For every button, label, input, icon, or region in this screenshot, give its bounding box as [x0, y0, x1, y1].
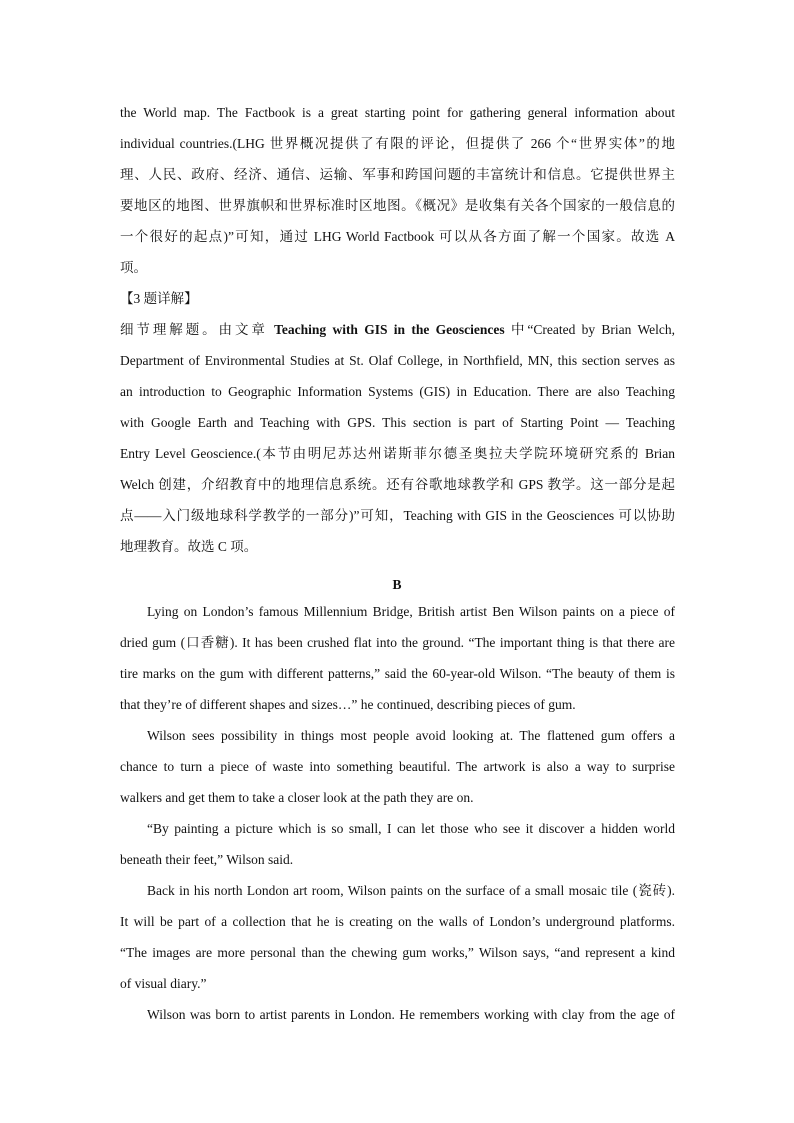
text-line: Department of Environmental Studies at St. Olaf College, in Northfield, MN, this section serves as [120, 353, 675, 368]
text-line: 项。 [120, 260, 147, 275]
text-line: chance to turn a piece of waste into something beautiful. The artwork is also a way to surprise [120, 759, 675, 774]
text-line: 一个很好的起点)”可知，通过 LHG World Factbook 可以从各方面了解一个国家。故选 A [120, 229, 675, 244]
question-3-explanation [120, 283, 675, 562]
article-title: Teaching with GIS in the Geosciences [274, 322, 505, 337]
text-line: tire marks on the gum with different patterns,” said the 60-year-old Wilson. “The beauty of them is [120, 666, 675, 681]
text-line: Wilson sees possibility in things most people avoid looking at. The flattened gum offers a [147, 728, 675, 743]
text-line: with Google Earth and Teaching with GPS. This section is part of Starting Point — Teaching [120, 415, 675, 430]
answer-explanation-continued [120, 97, 675, 283]
text-line: Wilson was born to artist parents in London. He remembers working with clay from the age of [147, 1007, 675, 1022]
question-heading: 【3 题详解】 [120, 291, 198, 306]
text-line: the World map. The Factbook is a great starting point for gathering general information about [120, 105, 675, 120]
text-line: Lying on London’s famous Millennium Bridge, British artist Ben Wilson paints on a piece of [147, 604, 675, 619]
text-line: 点——入门级地球科学教学的一部分)”可知，Teaching with GIS in the Geosciences 可以协助 [120, 508, 675, 523]
passage-b [120, 596, 675, 1030]
text-line: that they’re of different shapes and sizes…” he continued, describing pieces of gum. [120, 697, 576, 712]
text-fragment: 细节理解题。由文章 [120, 322, 275, 337]
text-line: “The images are more personal than the chewing gum works,” Wilson says, “and represent a kind [120, 945, 675, 960]
text-line: beneath their feet,” Wilson said. [120, 852, 294, 867]
text-line: walkers and get them to take a closer look at the path they are on. [120, 790, 474, 805]
text-line: 理、人民、政府、经济、通信、运输、军事和跨国问题的丰富统计和信息。它提供世界主 [120, 167, 675, 182]
text-line: an introduction to Geographic Information Systems (GIS) in Education. There are also Teaching [120, 384, 675, 399]
text-line: Welch 创建，介绍教育中的地理信息系统。还有谷歌地球教学和 GPS 教学。这一部分是起 [120, 477, 675, 492]
text-line: 地理教育。故选 C 项。 [120, 539, 258, 554]
text-line: of visual diary.” [120, 976, 207, 991]
text-line: It will be part of a collection that he is creating on the walls of London’s underground platforms. [120, 914, 675, 929]
text-line: individual countries.(LHG 世界概况提供了有限的评论，但提供了 266 个“世界实体”的地 [120, 136, 675, 151]
text-line: Back in his north London art room, Wilson paints on the surface of a small mosaic tile (瓷砖). [147, 883, 675, 898]
text-line: “By painting a picture which is so small, I can let those who see it discover a hidden world [147, 821, 675, 836]
text-line: 要地区的地图、世界旗帜和世界标准时区地图。《概况》是收集有关各个国家的一般信息的 [120, 198, 675, 213]
text-line [120, 314, 675, 345]
text-line: dried gum (口香糖). It has been crushed flat into the ground. “The important thing is that there are [120, 635, 675, 650]
text-fragment: 中“Created by Brian Welch, [504, 322, 675, 337]
text-line: Entry Level Geoscience.(本节由明尼苏达州诺斯菲尔德圣奥拉夫学院环境研究系的 Brian [120, 446, 675, 461]
section-title: B [392, 577, 402, 592]
